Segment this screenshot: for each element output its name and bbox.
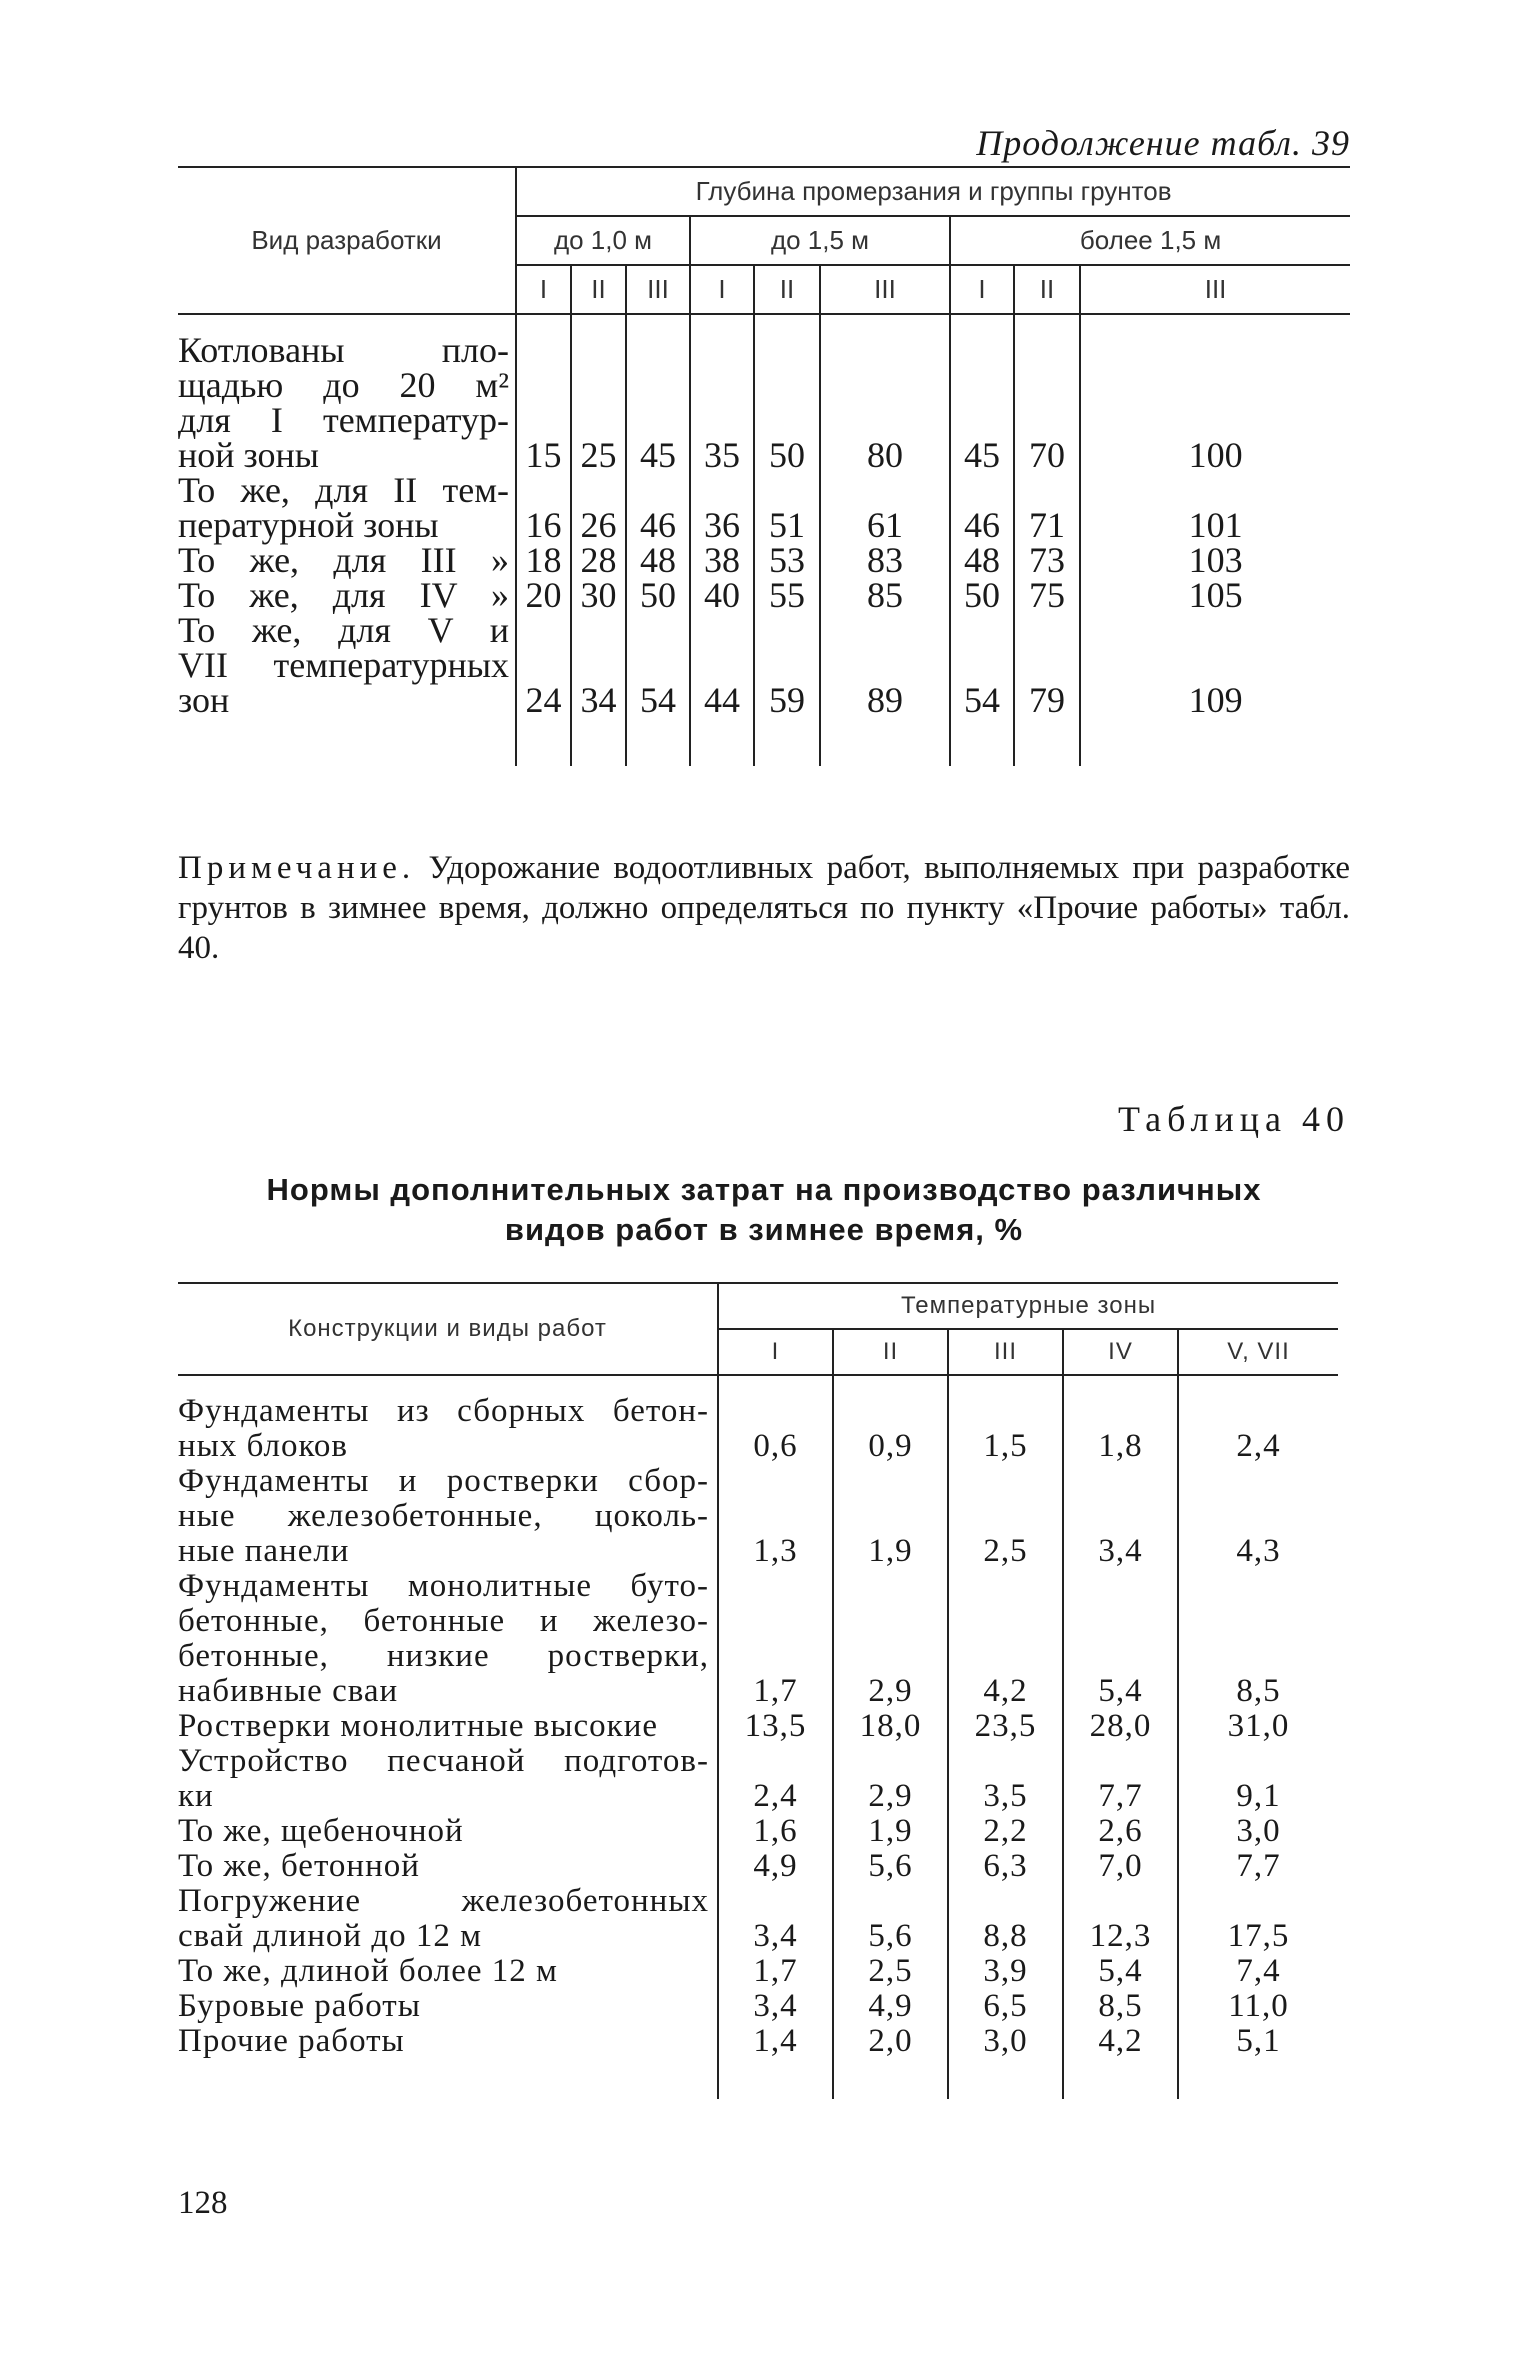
cell-value: 45 [626, 314, 690, 473]
cell-value: 15 [516, 314, 571, 473]
cell-value: 36 [690, 473, 754, 543]
cell-value: 4,2 [948, 1569, 1063, 1709]
row-label-line: ные железобетонные, цоколь- [178, 1498, 709, 1534]
cell-value: 7,7 [1178, 1849, 1338, 1884]
table-row [178, 1989, 1338, 2024]
cell-value: 2,6 [1063, 1814, 1178, 1849]
cell-value: 12,3 [1063, 1884, 1178, 1954]
cell-value: 1,8 [1063, 1375, 1178, 1464]
group-header: I [690, 265, 754, 314]
row-label-line: То же, для V и [178, 610, 509, 650]
row-label-line: бетонные, бетонные и железо- [178, 1603, 709, 1639]
cell-value: 3,0 [1178, 1814, 1338, 1849]
cell-value: 73 [1014, 543, 1080, 578]
row-label [178, 1814, 718, 1849]
table-row [178, 1884, 1338, 1954]
table-row [178, 314, 1350, 473]
row-label-line: Фундаменты монолитные буто- [178, 1568, 709, 1604]
cell-value: 18 [516, 543, 571, 578]
cell-value: 46 [626, 473, 690, 543]
zone-header: II [833, 1329, 948, 1375]
table-39-continued [178, 166, 1350, 766]
cell-value: 3,4 [718, 1884, 833, 1954]
cell-value: 61 [820, 473, 950, 543]
cell-value: 16 [516, 473, 571, 543]
row-label [178, 2024, 718, 2059]
cell-value: 3,4 [1063, 1464, 1178, 1569]
cell-value: 71 [1014, 473, 1080, 543]
cell-value: 1,6 [718, 1814, 833, 1849]
cell-value: 5,4 [1063, 1569, 1178, 1709]
spacer-cell [1063, 2059, 1178, 2099]
cell-value: 23,5 [948, 1709, 1063, 1744]
cell-value: 100 [1080, 314, 1350, 473]
cell-value: 9,1 [1178, 1744, 1338, 1814]
spacer-cell [690, 718, 754, 766]
row-label-line: То же, длиной более 12 м [178, 1953, 558, 1989]
cell-value: 0,9 [833, 1375, 948, 1464]
row-label-line: То же, для IV » [178, 575, 509, 615]
zone-header: IV [1063, 1329, 1178, 1375]
cell-value: 48 [626, 543, 690, 578]
zone-header: V, VII [1178, 1329, 1338, 1375]
row-label-line: ных блоков [178, 1428, 348, 1464]
cell-value: 13,5 [718, 1709, 833, 1744]
row-label-line: свай длиной до 12 м [178, 1918, 483, 1954]
cell-value: 1,9 [833, 1814, 948, 1849]
table-row [178, 543, 1350, 578]
spacer-cell [950, 718, 1014, 766]
cell-value: 75 [1014, 578, 1080, 613]
cell-value: 85 [820, 578, 950, 613]
cell-value: 3,5 [948, 1744, 1063, 1814]
table-row [178, 1814, 1338, 1849]
depth-header-1: до 1,0 м [516, 216, 690, 265]
cell-value: 80 [820, 314, 950, 473]
cell-value: 7,0 [1063, 1849, 1178, 1884]
group-header: III [626, 265, 690, 314]
cell-value: 2,5 [948, 1464, 1063, 1569]
cell-value: 4,9 [833, 1989, 948, 2024]
row-label-line: ной зоны [178, 435, 319, 475]
cell-value: 50 [754, 314, 820, 473]
cell-value: 54 [950, 613, 1014, 718]
cell-value: 8,8 [948, 1884, 1063, 1954]
cell-value: 11,0 [1178, 1989, 1338, 2024]
cell-value: 48 [950, 543, 1014, 578]
row-label [178, 1464, 718, 1569]
cell-value: 0,6 [718, 1375, 833, 1464]
row-label-line: пературной зоны [178, 505, 439, 545]
cell-value: 8,5 [1178, 1569, 1338, 1709]
cell-value: 6,5 [948, 1989, 1063, 2024]
spacer-cell [833, 2059, 948, 2099]
cell-value: 18,0 [833, 1709, 948, 1744]
zone-header: III [948, 1329, 1063, 1375]
table-row [178, 1954, 1338, 1989]
row-label-line: То же, щебеночной [178, 1813, 464, 1849]
group-header: II [754, 265, 820, 314]
page-number: 128 [178, 2185, 228, 2221]
row-label [178, 1375, 718, 1464]
cell-value: 1,4 [718, 2024, 833, 2059]
cell-value: 105 [1080, 578, 1350, 613]
row-label-line: зон [178, 680, 230, 720]
cell-value: 4,3 [1178, 1464, 1338, 1569]
cell-value: 1,9 [833, 1464, 948, 1569]
spacer-cell [718, 2059, 833, 2099]
cell-value: 46 [950, 473, 1014, 543]
cell-value: 4,9 [718, 1849, 833, 1884]
cell-value: 101 [1080, 473, 1350, 543]
depth-header: Глубина промерзания и группы грунтов [516, 167, 1350, 216]
cell-value: 1,7 [718, 1954, 833, 1989]
spacer-cell [1080, 718, 1350, 766]
cell-value: 8,5 [1063, 1989, 1178, 2024]
cell-value: 20 [516, 578, 571, 613]
continuation-label: Продолжение табл. 39 [976, 123, 1350, 163]
cell-value: 35 [690, 314, 754, 473]
cell-value: 45 [950, 314, 1014, 473]
table-40-number: Таблица 40 [1118, 1099, 1350, 1139]
cell-value: 70 [1014, 314, 1080, 473]
cell-value: 28 [571, 543, 626, 578]
row-label-line: То же, для II тем- [178, 470, 509, 510]
cell-value: 6,3 [948, 1849, 1063, 1884]
cell-value: 3,9 [948, 1954, 1063, 1989]
row-label [178, 1744, 718, 1814]
cell-value: 2,2 [948, 1814, 1063, 1849]
row-label-line: ные панели [178, 1533, 350, 1569]
group-header: III [1080, 265, 1350, 314]
row-label [178, 1569, 718, 1709]
zones-header: Температурные зоны [718, 1283, 1338, 1329]
cell-value: 7,4 [1178, 1954, 1338, 1989]
cell-value: 28,0 [1063, 1709, 1178, 1744]
row-label [178, 1884, 718, 1954]
cell-value: 31,0 [1178, 1709, 1338, 1744]
cell-value: 89 [820, 613, 950, 718]
row-label-line: То же, для III » [178, 540, 509, 580]
row-label-line: VII температурных [178, 645, 509, 685]
spacer-row [178, 718, 1350, 766]
group-header: II [1014, 265, 1080, 314]
table-40 [178, 1282, 1338, 2099]
cell-value: 2,9 [833, 1569, 948, 1709]
row-label-line: набивные сваи [178, 1673, 399, 1709]
row-label-line: бетонные, низкие ростверки, [178, 1638, 709, 1674]
row-label-line: Котлованы пло- [178, 330, 509, 370]
cell-value: 2,9 [833, 1744, 948, 1814]
table-note [178, 848, 1350, 968]
cell-value: 50 [950, 578, 1014, 613]
cell-value: 51 [754, 473, 820, 543]
cell-value: 2,5 [833, 1954, 948, 1989]
cell-value: 4,2 [1063, 2024, 1178, 2059]
cell-value: 50 [626, 578, 690, 613]
row-label [178, 314, 516, 473]
row-label-line: То же, бетонной [178, 1848, 420, 1884]
spacer-row [178, 2059, 1338, 2099]
cell-value: 44 [690, 613, 754, 718]
row-label-line: Прочие работы [178, 2023, 405, 2059]
spacer-cell [948, 2059, 1063, 2099]
table-row [178, 1464, 1338, 1569]
row-label-line: для I температур- [178, 400, 509, 440]
table-row [178, 2024, 1338, 2059]
row-label-line: Ростверки монолитные высокие [178, 1708, 659, 1744]
cell-value: 17,5 [1178, 1884, 1338, 1954]
title-line-1: Нормы дополнительных затрат на производство различных [266, 1172, 1262, 1207]
spacer-cell [754, 718, 820, 766]
spacer-cell [178, 718, 516, 766]
note-text: Удорожание водоотливных работ, выполняемых при разработке грунтов в зимнее время, должно определяться по пункту «Прочие работы» табл. 40. [178, 850, 1350, 966]
spacer-cell [1178, 2059, 1338, 2099]
zone-header: I [718, 1329, 833, 1375]
cell-value: 2,0 [833, 2024, 948, 2059]
row-label [178, 540, 516, 580]
table-row [178, 473, 1350, 543]
spacer-cell [571, 718, 626, 766]
cell-value: 1,5 [948, 1375, 1063, 1464]
cell-value: 7,7 [1063, 1744, 1178, 1814]
row-label [178, 575, 516, 615]
cell-value: 55 [754, 578, 820, 613]
cell-value: 34 [571, 613, 626, 718]
table-row [178, 578, 1350, 613]
depth-header-3: более 1,5 м [950, 216, 1350, 265]
cell-value: 5,1 [1178, 2024, 1338, 2059]
cell-value: 40 [690, 578, 754, 613]
cell-value: 1,7 [718, 1569, 833, 1709]
cell-value: 30 [571, 578, 626, 613]
spacer-cell [820, 718, 950, 766]
row-label [178, 1849, 718, 1884]
row-label-line: щадью до 20 м² [178, 365, 509, 405]
table-row [178, 1709, 1338, 1744]
row-label [178, 1954, 718, 1989]
row-label-line: Фундаменты и ростверки сбор- [178, 1463, 709, 1499]
cell-value: 25 [571, 314, 626, 473]
cell-value: 54 [626, 613, 690, 718]
row-label [178, 610, 516, 720]
title-line-2: видов работ в зимнее время, % [504, 1212, 1024, 1247]
cell-value: 38 [690, 543, 754, 578]
row-label [178, 1709, 718, 1744]
cell-value: 5,6 [833, 1884, 948, 1954]
group-header: III [820, 265, 950, 314]
table-row [178, 1375, 1338, 1464]
table-row [178, 1569, 1338, 1709]
cell-value: 1,3 [718, 1464, 833, 1569]
table-row [178, 613, 1350, 718]
table-40-title [178, 1170, 1350, 1250]
row-label [178, 1989, 718, 2024]
spacer-cell [626, 718, 690, 766]
row-label [178, 470, 516, 545]
cell-value: 3,4 [718, 1989, 833, 2024]
cell-value: 59 [754, 613, 820, 718]
depth-header-2: до 1,5 м [690, 216, 950, 265]
cell-value: 53 [754, 543, 820, 578]
spacer-cell [178, 2059, 718, 2099]
spacer-cell [516, 718, 571, 766]
col-header-constructions: Конструкции и виды работ [178, 1283, 718, 1375]
cell-value: 5,4 [1063, 1954, 1178, 1989]
table-row [178, 1849, 1338, 1884]
cell-value: 24 [516, 613, 571, 718]
col-header-work-type: Вид разработки [178, 167, 516, 314]
cell-value: 2,4 [1178, 1375, 1338, 1464]
table-row [178, 1744, 1338, 1814]
row-label-line: ки [178, 1778, 214, 1814]
cell-value: 5,6 [833, 1849, 948, 1884]
row-label-line: Буровые работы [178, 1988, 421, 2024]
cell-value: 103 [1080, 543, 1350, 578]
group-header: I [950, 265, 1014, 314]
group-header: II [571, 265, 626, 314]
cell-value: 26 [571, 473, 626, 543]
note-lead: Примечание. [178, 850, 416, 886]
row-label-line: Устройство песчаной подготов- [178, 1743, 709, 1779]
row-label-line: Погружение железобетонных [178, 1883, 709, 1919]
cell-value: 79 [1014, 613, 1080, 718]
cell-value: 83 [820, 543, 950, 578]
cell-value: 2,4 [718, 1744, 833, 1814]
group-header: I [516, 265, 571, 314]
spacer-cell [1014, 718, 1080, 766]
cell-value: 3,0 [948, 2024, 1063, 2059]
cell-value: 109 [1080, 613, 1350, 718]
row-label-line: Фундаменты из сборных бетон- [178, 1393, 709, 1429]
